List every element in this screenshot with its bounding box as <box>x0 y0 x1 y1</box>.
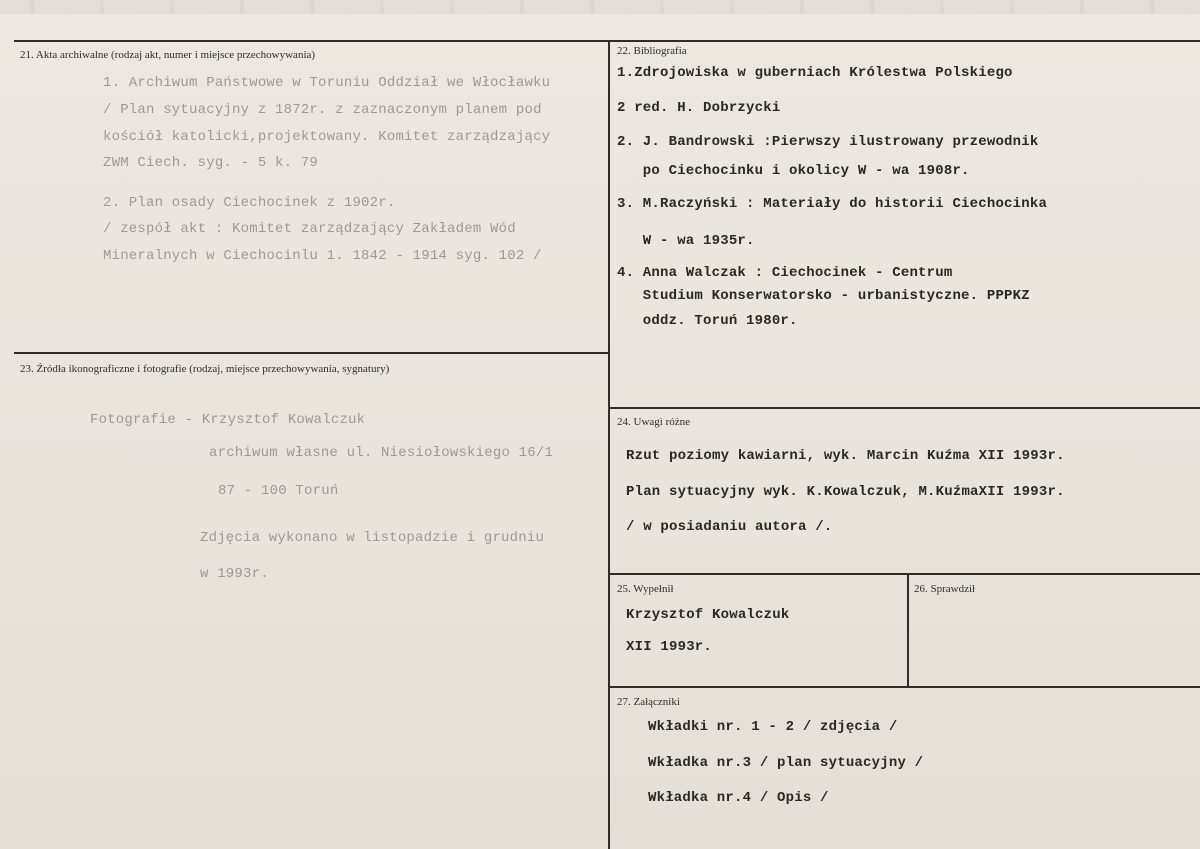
right-section-divider-27 <box>610 686 1200 688</box>
s22-line-4: po Ciechocinku i okolicy W - wa 1908r. <box>617 163 970 179</box>
s21-line-6: / zespół akt : Komitet zarządzający Zakładem Wód <box>103 221 516 237</box>
s23-line-2: archiwum własne ul. Niesiołowskiego 16/1 <box>209 445 554 461</box>
s25-line-1: Krzysztof Kowalczuk <box>626 607 790 623</box>
s21-line-2: / Plan sytuacyjny z 1872r. z zaznaczonym planem pod <box>103 102 542 118</box>
s21-line-7: Mineralnych w Ciechocinlu 1. 1842 - 1914 syg. 102 / <box>103 248 542 264</box>
s23-line-1: Fotografie - Krzysztof Kowalczuk <box>90 412 366 428</box>
right-section-divider-25 <box>610 573 1200 575</box>
divider-25-26 <box>907 573 909 686</box>
section-23-header: 23. Źródła ikonograficzne i fotografie (rodzaj, miejsce przechowywania, sygnatury) <box>20 363 390 375</box>
s22-line-5: 3. M.Raczyński : Materiały do historii Ciechocinka <box>617 196 1048 212</box>
s24-line-3: / w posiadaniu autora /. <box>626 519 833 535</box>
s22-line-3: 2. J. Bandrowski :Pierwszy ilustrowany przewodnik <box>617 134 1039 150</box>
s27-line-1: Wkładki nr. 1 - 2 / zdjęcia / <box>648 719 898 735</box>
s24-line-2: Plan sytuacyjny wyk. K.Kowalczuk, M.KuźmaXII 1993r. <box>626 484 1065 500</box>
s27-line-2: Wkładka nr.3 / plan sytuacyjny / <box>648 755 924 771</box>
section-21-header: 21. Akta archiwalne (rodzaj akt, numer i miejsce przechowywania) <box>20 49 316 61</box>
left-section-divider <box>14 352 610 354</box>
s27-line-3: Wkładka nr.4 / Opis / <box>648 790 829 806</box>
s22-line-7: 4. Anna Walczak : Ciechocinek - Centrum <box>617 265 953 281</box>
s23-line-5: w 1993r. <box>200 566 269 582</box>
section-22-header: 22. Bibliografia <box>617 45 687 57</box>
left-column-divider <box>608 40 610 849</box>
s22-line-2: 2 red. H. Dobrzycki <box>617 100 781 116</box>
s23-line-4: Zdjęcia wykonano w listopadzie i grudniu <box>200 530 545 546</box>
s24-line-1: Rzut poziomy kawiarni, wyk. Marcin Kuźma XII 1993r. <box>626 448 1065 464</box>
right-section-divider-24 <box>610 407 1200 409</box>
section-26-header: 26. Sprawdził <box>914 583 976 595</box>
s25-line-2: XII 1993r. <box>626 639 713 655</box>
s21-line-1: 1. Archiwum Państwowe w Toruniu Oddział we Włocławku <box>103 75 551 91</box>
s21-line-4: ZWM Ciech. syg. - 5 k. 79 <box>103 155 319 171</box>
s22-line-1: 1.Zdrojowiska w guberniach Królestwa Polskiego <box>617 65 1013 81</box>
top-edge-strip <box>0 0 1200 14</box>
s22-line-9: oddz. Toruń 1980r. <box>617 313 798 329</box>
s21-line-3: kościół katolicki,projektowany. Komitet zarządzający <box>103 129 551 145</box>
section-24-header: 24. Uwagi różne <box>617 416 691 428</box>
top-border-line <box>14 40 1200 42</box>
s21-line-5: 2. Plan osady Ciechocinek z 1902r. <box>103 195 396 211</box>
section-27-header: 27. Załączniki <box>617 696 680 708</box>
section-25-header: 25. Wypełnił <box>617 583 674 595</box>
s22-line-8: Studium Konserwatorsko - urbanistyczne. PPPKZ <box>617 288 1030 304</box>
s23-line-3: 87 - 100 Toruń <box>218 483 339 499</box>
s22-line-6: W - wa 1935r. <box>617 233 755 249</box>
